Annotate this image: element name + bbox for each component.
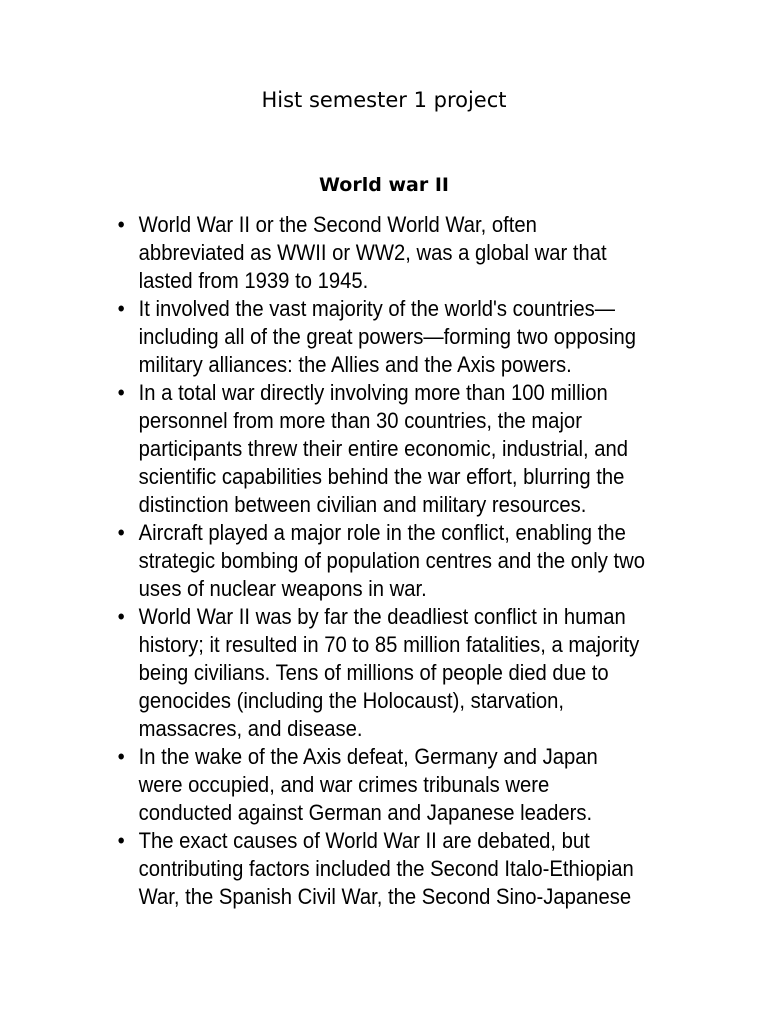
list-item xyxy=(112,379,646,519)
bullet-icon: • xyxy=(117,744,125,769)
list-item xyxy=(112,827,646,911)
list-item xyxy=(112,743,646,827)
list-item xyxy=(112,295,646,379)
bullet-icon: • xyxy=(117,828,125,853)
list-item-text: Aircraft played a major role in the conflict, enabling the strategic bombing of population centres and the only two uses of nuclear weapons in war. xyxy=(138,520,645,601)
list-item-text: The exact causes of World War II are debated, but contributing factors included the Second Italo-Ethiopian War, the Spanish Civil War, the Second Sino-Japanese xyxy=(138,828,634,909)
bullet-list xyxy=(112,211,646,911)
list-item xyxy=(112,603,646,743)
bullet-icon: • xyxy=(117,296,125,321)
bullet-icon: • xyxy=(117,212,125,237)
list-item-text: World War II or the Second World War, often abbreviated as WWII or WW2, was a global war that lasted from 1939 to 1945. xyxy=(138,212,607,293)
list-item-text: In a total war directly involving more than 100 million personnel from more than 30 countries, the major participants threw their entire economic, industrial, and scientific capabilities behind the war effort, blurring the distinction between civilian and military resources. xyxy=(138,380,629,517)
list-item xyxy=(112,211,646,295)
list-item-text: In the wake of the Axis defeat, Germany and Japan were occupied, and war crimes tribunals were conducted against German and Japanese leaders. xyxy=(138,744,598,825)
bullet-icon: • xyxy=(117,380,125,405)
list-item xyxy=(112,519,646,603)
bullet-icon: • xyxy=(117,520,125,545)
section-heading: World war II xyxy=(319,174,449,196)
list-item-text: It involved the vast majority of the world's countries—including all of the great powers—forming two opposing military alliances: the Allies and the Axis powers. xyxy=(138,296,636,377)
document-title: Hist semester 1 project xyxy=(261,88,507,112)
bullet-icon: • xyxy=(117,604,125,629)
list-item-text: World War II was by far the deadliest conflict in human history; it resulted in 70 to 85 million fatalities, a majority being civilians. Tens of millions of people died due to genocides (including the Holocaust), starvation, massacres, and disease. xyxy=(138,604,640,741)
